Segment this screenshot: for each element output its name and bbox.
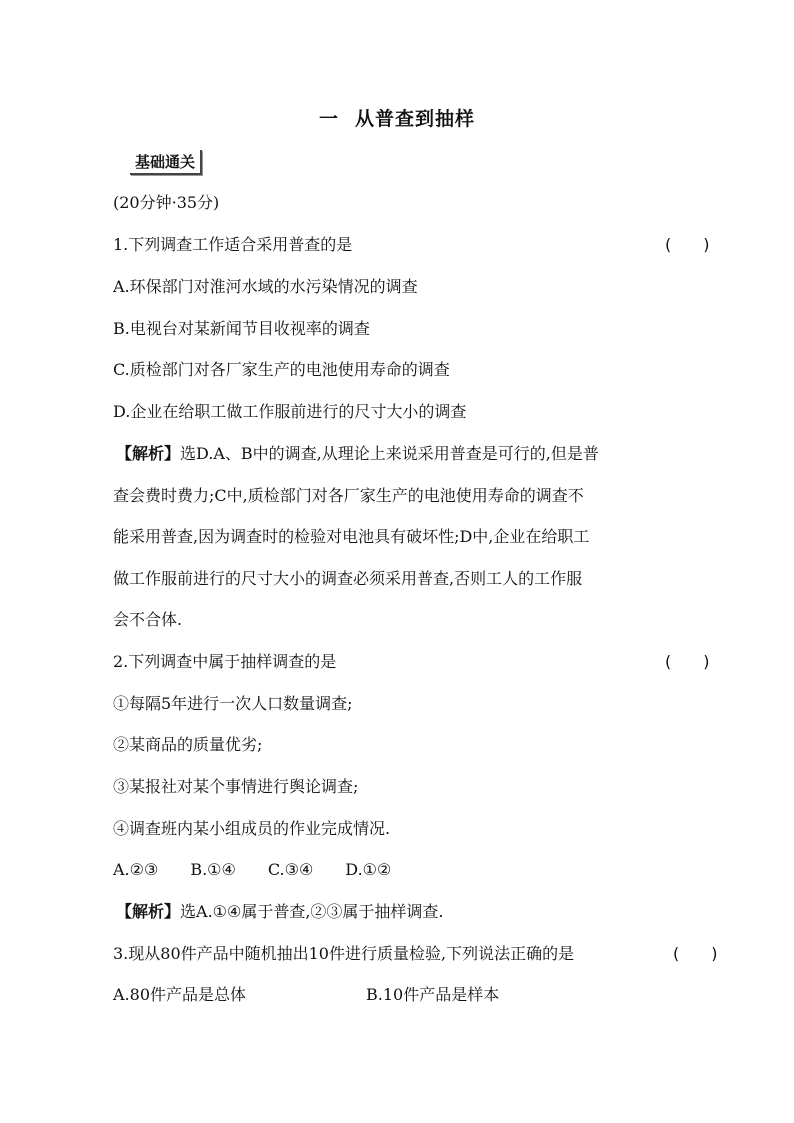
q2-item-3: ③某报社对某个事情进行舆论调查;	[113, 777, 359, 796]
q3-option-b: B.10件产品是样本	[366, 985, 500, 1004]
q1-analysis-line-3: 能采用普查,因为调查时的检验对电池具有破坏性;D中,企业在给职工	[113, 527, 590, 546]
title-text: 从普查到抽样	[355, 108, 476, 130]
section-badge: 基础通关	[130, 150, 202, 175]
q2-stem: 2.下列调查中属于抽样调查的是	[113, 652, 337, 671]
q1-analysis-tag: 【解析】	[116, 444, 181, 463]
q3-option-a: A.80件产品是总体	[113, 985, 247, 1004]
q2-analysis-text: 选A.①④属于普查,②③属于抽样调查.	[180, 902, 444, 921]
q2-answer-bracket: ( )	[665, 652, 710, 671]
q1-analysis-line-4: 做工作服前进行的尺寸大小的调查必须采用普查,否则工人的工作服	[113, 569, 583, 588]
q2-item-1: ①每隔5年进行一次人口数量调查;	[113, 694, 353, 713]
q1-option-c: C.质检部门对各厂家生产的电池使用寿命的调查	[113, 360, 450, 379]
q2-item-2: ②某商品的质量优劣;	[113, 735, 263, 754]
q1-stem: 1.下列调查工作适合采用普查的是	[113, 235, 353, 254]
title-number: 一	[318, 108, 339, 130]
q2-options: A.②③ B.①④ C.③④ D.①②	[113, 860, 392, 879]
page-title	[0, 104, 794, 131]
q3-answer-bracket: ( )	[673, 944, 718, 963]
q3-stem: 3.现从80件产品中随机抽出10件进行质量检验,下列说法正确的是	[113, 944, 575, 963]
time-score: (20分钟·35分)	[113, 193, 220, 212]
q2-analysis-tag: 【解析】	[116, 902, 181, 921]
q1-analysis-line-5: 会不合体.	[113, 610, 183, 629]
q1-answer-bracket: ( )	[665, 235, 710, 254]
q1-analysis-line-2: 查会费时费力;C中,质检部门对各厂家生产的电池使用寿命的调查不	[113, 486, 584, 505]
q1-analysis-line-1	[116, 441, 599, 464]
q1-analysis-text-1: 选D.A、B中的调查,从理论上来说采用普查是可行的,但是普	[180, 444, 599, 463]
q1-option-b: B.电视台对某新闻节目收视率的调查	[113, 319, 370, 338]
q1-option-d: D.企业在给职工做工作服前进行的尺寸大小的调查	[113, 402, 467, 421]
q2-analysis	[116, 899, 444, 922]
q2-item-4: ④调查班内某小组成员的作业完成情况.	[113, 819, 391, 838]
q1-option-a: A.环保部门对淮河水域的水污染情况的调查	[113, 277, 418, 296]
